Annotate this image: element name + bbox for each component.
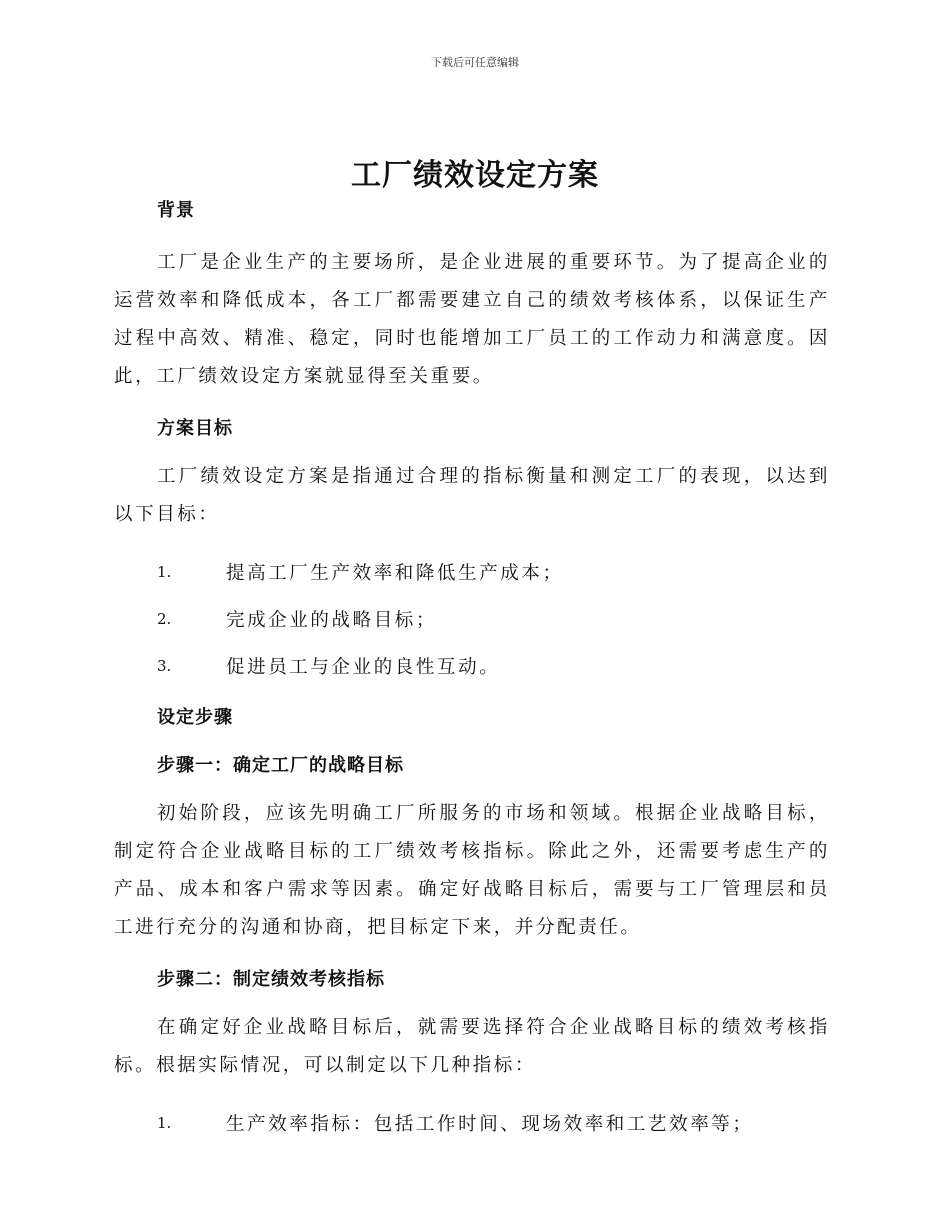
list-item [114, 1099, 830, 1146]
header-note: 下载后可任意编辑 [431, 56, 519, 69]
document-title: 工厂绩效设定方案 [351, 158, 599, 193]
list-item [114, 595, 830, 642]
list-item-text: 生产效率指标：包括工作时间、现场效率和工艺效率等； [226, 1113, 754, 1135]
step1-paragraph: 初始阶段，应该先明确工厂所服务的市场和领域。根据企业战略目标，制定符合企业战略目标的工厂绩效考核指标。除此之外，还需要考虑生产的产品、成本和客户需求等因素。确定好战略目标后，需要与工厂管理层和员工进行充分的沟通和协商，把目标定下来，并分配责任。 [114, 803, 830, 938]
step1-heading: 步骤一：确定工厂的战略目标 [157, 755, 404, 776]
section-heading-goals: 方案目标 [157, 418, 233, 439]
background-paragraph: 工厂是企业生产的主要场所，是企业进展的重要环节。为了提高企业的运营效率和降低成本，各工厂都需要建立自己的绩效考核体系，以保证生产过程中高效、精准、稳定，同时也能增加工厂员工的工作动力和满意度。因此，工厂绩效设定方案就显得至关重要。 [114, 252, 830, 387]
step2-paragraph: 在确定好企业战略目标后，就需要选择符合企业战略目标的绩效考核指标。根据实际情况，可以制定以下几种指标： [114, 1017, 830, 1076]
list-item-number: 3. [157, 656, 172, 675]
list-item-number: 1. [157, 562, 172, 581]
section-heading-steps: 设定步骤 [157, 707, 233, 728]
section-heading-background: 背景 [157, 200, 195, 221]
list-item [114, 548, 830, 595]
list-item-text: 完成企业的战略目标； [226, 609, 438, 631]
goals-intro-paragraph: 工厂绩效设定方案是指通过合理的指标衡量和测定工厂的表现，以达到以下目标： [114, 466, 830, 525]
document-body [114, 196, 830, 1146]
list-item-number: 1. [157, 1113, 172, 1132]
step2-heading: 步骤二：制定绩效考核指标 [157, 969, 385, 990]
list-item [114, 642, 830, 689]
list-item-text: 促进员工与企业的良性互动。 [226, 656, 501, 678]
list-item-text: 提高工厂生产效率和降低生产成本； [226, 562, 564, 584]
list-item-number: 2. [157, 609, 172, 628]
